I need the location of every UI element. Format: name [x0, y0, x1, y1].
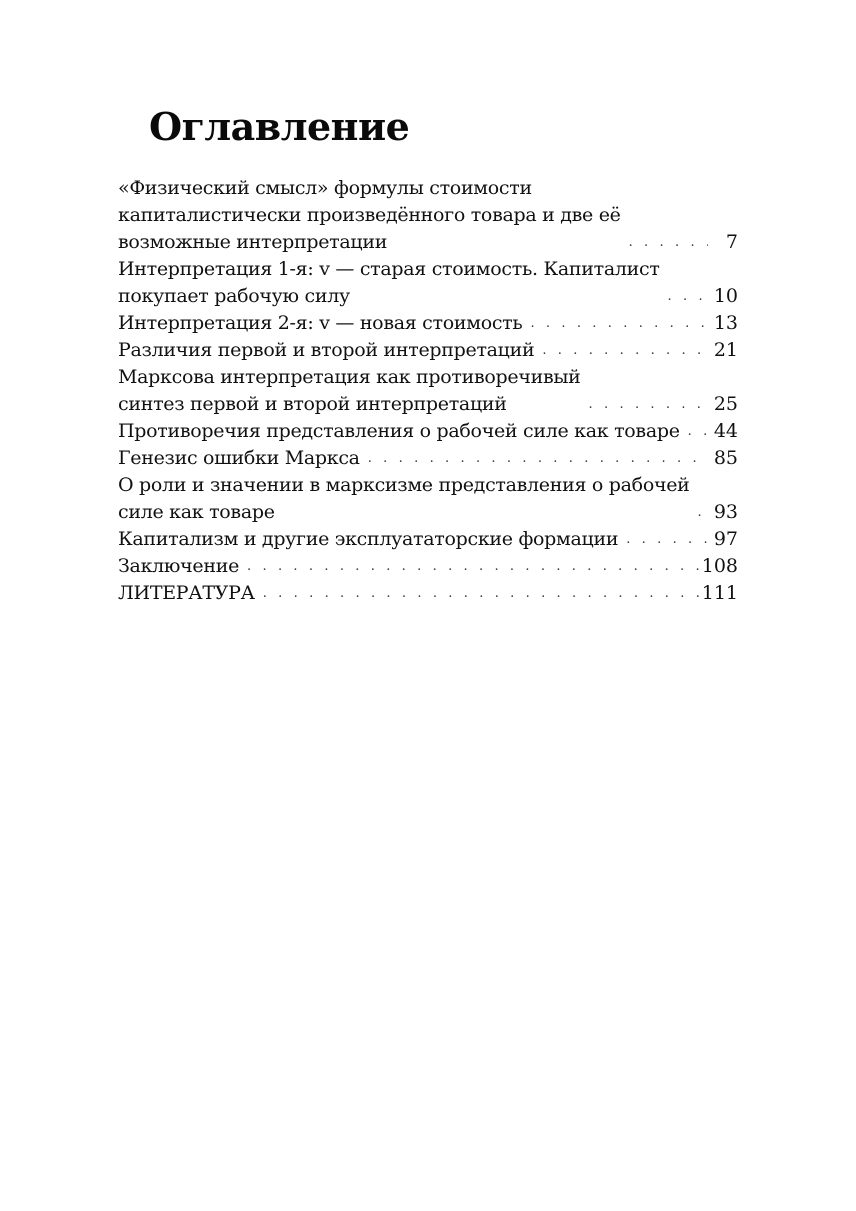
table-of-contents	[118, 175, 738, 607]
toc-entry-page: 13	[713, 312, 738, 334]
toc-entry-title: Марксова интерпретация как противоречивый синтез первой и второй интерпретаций	[118, 366, 581, 415]
toc-dot-leader	[263, 580, 702, 607]
toc-dot-leader	[530, 310, 708, 337]
toc-entry-page: 108	[701, 555, 738, 577]
toc-entry-page: 25	[713, 393, 738, 415]
toc-entry-page: 7	[725, 231, 738, 253]
toc-dot-leader	[368, 445, 708, 472]
toc-entry-page: 93	[713, 501, 738, 523]
toc-entry[interactable]	[118, 418, 738, 445]
toc-entry-title: Интерпретация 1-я: v — старая стоимость. Капиталист покупает рабочую силу	[118, 258, 660, 307]
toc-entry-page: 111	[701, 582, 738, 604]
toc-entry-title: Генезис ошибки Маркса	[118, 447, 360, 469]
toc-dot-leader	[629, 229, 708, 256]
toc-entry[interactable]	[118, 445, 738, 472]
toc-dot-leader	[626, 526, 708, 553]
toc-entry-title: Противоречия представления о рабочей силе как товаре	[118, 420, 680, 442]
toc-entry-page: 10	[713, 285, 738, 307]
page-title: Оглавление	[149, 104, 410, 149]
toc-entry[interactable]	[118, 310, 738, 337]
toc-dot-leader	[589, 391, 708, 418]
toc-entry-page: 85	[713, 447, 738, 469]
toc-dot-leader	[247, 553, 702, 580]
toc-dot-leader	[698, 499, 708, 526]
toc-dot-leader	[668, 283, 708, 310]
toc-entry-title: ЛИТЕРАТУРА	[118, 582, 255, 604]
toc-dot-leader	[542, 337, 708, 364]
toc-entry[interactable]	[118, 256, 738, 310]
toc-entry-page: 97	[713, 528, 738, 550]
toc-entry[interactable]	[118, 175, 738, 256]
toc-entry-page: 44	[713, 420, 738, 442]
toc-entry-title: Заключение	[118, 555, 240, 577]
toc-entry-title: Различия первой и второй интерпретаций	[118, 339, 535, 361]
toc-entry[interactable]	[118, 337, 738, 364]
toc-entry[interactable]	[118, 526, 738, 553]
toc-entry-title: «Физический смысл» формулы стоимости капиталистически произведённого товара и две её возможные интерпретации	[118, 177, 621, 253]
toc-entry[interactable]	[118, 553, 738, 580]
toc-entry-title: О роли и значении в марксизме представления о рабочей силе как товаре	[118, 474, 690, 523]
toc-entry[interactable]	[118, 472, 738, 526]
toc-dot-leader	[688, 418, 708, 445]
toc-entry-title: Интерпретация 2-я: v — новая стоимость	[118, 312, 523, 334]
toc-entry-page: 21	[713, 339, 738, 361]
toc-entry[interactable]	[118, 364, 738, 418]
toc-entry[interactable]	[118, 580, 738, 607]
toc-entry-title: Капитализм и другие эксплуататорские формации	[118, 528, 619, 550]
